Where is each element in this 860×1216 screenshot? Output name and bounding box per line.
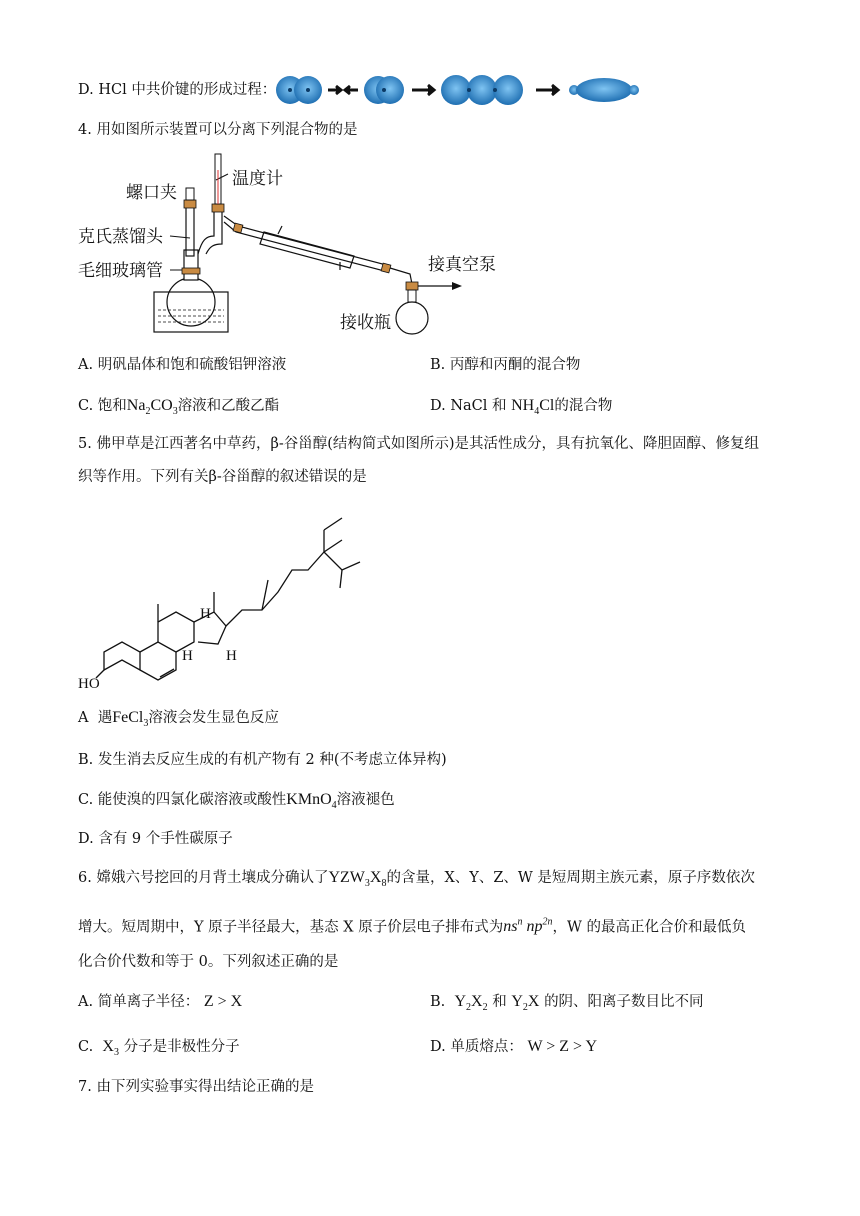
q6-option-c-suffix: 分子是非极性分子 — [123, 1039, 240, 1055]
q3-option-d-label: D. HCl 中共价键的形成过程： — [78, 82, 277, 98]
q6-b-s2: 2 — [482, 1002, 488, 1014]
label-capillary: 毛细玻璃管 — [78, 261, 163, 281]
q6-option-a-prefix: A. 简单离子半径： — [78, 994, 200, 1010]
ho-label: HO — [78, 676, 100, 692]
h-label-2: H — [182, 648, 193, 664]
q4-d-nh: NH — [511, 397, 535, 414]
q6-ns: ns — [503, 918, 518, 936]
condenser — [224, 216, 391, 273]
q4-d-cl: Cl — [539, 397, 555, 414]
q5-option-a-formula — [112, 709, 149, 730]
q5-option-d: D. 含有 9 个手性碳原子 — [78, 831, 233, 847]
q6-option-d-formula: W > Z > Y — [527, 1038, 598, 1055]
q6-line3: 化合价代数和等于 0。下列叙述正确的是 — [78, 954, 339, 970]
q6-sup2: 2n — [542, 917, 553, 928]
q4-option-d — [430, 396, 612, 422]
thermometer — [215, 154, 221, 204]
q5-option-c — [78, 790, 395, 816]
q6-option-c — [78, 1037, 240, 1063]
q4-option-c — [78, 396, 279, 422]
q4-stem: 4. 用如图所示装置可以分离下列混合物的是 — [78, 122, 358, 138]
q5-option-b: B. 发生消去反应生成的有机产物有 2 种(不考虑立体异构) — [78, 752, 447, 768]
q4-c-sub2: 3 — [172, 406, 178, 418]
q6-c-x: X — [102, 1038, 114, 1055]
q7-stem: 7. 由下列实验事实得出结论正确的是 — [78, 1079, 314, 1095]
q6-line1-suffix: 的含量，X、Y、Z、W 是短周期主族元素，原子序数依次 — [386, 870, 755, 886]
q5-a-sub: 3 — [143, 718, 149, 730]
q6-line2 — [78, 913, 746, 937]
q6-b-x1: X — [471, 993, 483, 1010]
q6-sup1: n — [517, 917, 523, 928]
q6-c-sub: 3 — [113, 1047, 119, 1059]
overlapping-orbitals — [441, 75, 523, 105]
vacuum-distillation-apparatus — [78, 150, 518, 340]
q6-option-a — [78, 992, 242, 1012]
q3-option-d — [78, 80, 276, 100]
q4-option-a: A. 明矾晶体和饱和硫酸铝钾溶液 — [78, 357, 287, 373]
q6-yzw: YZW — [328, 869, 365, 886]
label-vacuum-pump: 接真空泵 — [428, 255, 496, 275]
hcl-molecule-sigma-bond — [569, 78, 639, 102]
q6-sub1: 3 — [364, 878, 370, 890]
approaching-atoms — [364, 76, 404, 104]
q4-option-d-prefix: D. NaCl 和 — [430, 398, 507, 414]
q6-line1-formula — [328, 869, 387, 890]
q4-option-c-prefix: C. 饱和 — [78, 398, 127, 414]
beta-sitosterol-structure — [78, 500, 378, 695]
q4-option-c-suffix: 溶液和乙酸乙酯 — [177, 398, 280, 414]
q6-x: X — [369, 869, 382, 886]
q6-b-s1: 2 — [466, 1002, 472, 1014]
q4-option-b: B. 丙醇和丙酮的混合物 — [430, 357, 581, 373]
q6-b-y1: Y — [454, 993, 467, 1010]
q5-option-a-text1: 遇 — [97, 710, 113, 726]
q4-c-na: Na — [126, 397, 146, 414]
q5-option-a-text2: 溶液会发生显色反应 — [148, 710, 279, 726]
q6-option-a-formula: Z > X — [203, 993, 243, 1010]
q5-c-sub: 4 — [331, 800, 337, 812]
q4-option-d-formula — [511, 397, 555, 418]
label-claisen-head: 克氏蒸馏头 — [78, 227, 163, 247]
q5-a-fecl: FeCl — [112, 709, 144, 726]
h-label-3: H — [226, 648, 237, 664]
q6-option-c-prefix: C. — [78, 1039, 94, 1055]
q6-line2-suffix: ，W 的最高正化合价和最低负 — [552, 919, 746, 936]
q6-b-s3: 2 — [522, 1002, 528, 1014]
q6-b-y2: Y — [511, 993, 523, 1010]
q5-stem-line1: 5. 佛甲草是江西著名中草药，β-谷甾醇(结构简式如图所示)是其活性成分，具有抗氧化、降胆固醇、修复组 — [78, 436, 760, 452]
receiver-flask — [390, 268, 462, 334]
q5-option-c-suffix: 溶液褪色 — [336, 792, 395, 808]
label-receiver: 接收瓶 — [340, 313, 391, 333]
distillation-flask — [167, 250, 215, 326]
q6-line1 — [78, 868, 755, 894]
q6-option-d-prefix: D. 单质熔点： — [430, 1039, 523, 1055]
q6-line1-prefix: 6. 嫦娥六号挖回的月背土壤成分确认了 — [78, 870, 329, 886]
label-thermometer: 温度计 — [232, 169, 283, 189]
q6-b-mid: 和 — [492, 994, 507, 1010]
q6-b-x2: X — [527, 993, 540, 1010]
q6-np: np — [526, 918, 543, 936]
q5-option-c-formula — [286, 791, 337, 812]
q4-c-co: CO — [150, 397, 173, 414]
h-label-1: H — [200, 606, 211, 622]
label-screw-clamp: 螺口夹 — [126, 183, 177, 203]
h-cl-separate-atoms — [276, 76, 322, 104]
q6-option-c-formula — [102, 1038, 119, 1059]
q6-option-b-formula1 — [454, 993, 488, 1014]
hcl-bond-formation-diagram — [274, 72, 644, 108]
q5-option-a — [78, 708, 279, 734]
q6-option-d — [430, 1037, 597, 1057]
q6-sub2: 8 — [381, 878, 387, 890]
q4-option-c-formula — [126, 397, 178, 418]
q6-option-b — [430, 992, 704, 1018]
q5-option-c-prefix: C. 能使溴的四氯化碳溶液或酸性 — [78, 792, 287, 808]
q6-option-b-suffix: 的阴、阳离子数目比不同 — [544, 994, 704, 1010]
q5-c-kmno: KMnO — [286, 791, 332, 808]
q5-stem-line2: 织等作用。下列有关β-谷甾醇的叙述错误的是 — [78, 469, 367, 485]
q6-line2-prefix: 增大。短周期中，Y 原子半径最大，基态 X 原子价层电子排布式为 — [78, 919, 504, 936]
q6-config — [503, 918, 552, 935]
q6-option-b-prefix: B. — [430, 994, 446, 1010]
q5-option-a-prefix: A — [78, 710, 89, 726]
q4-option-d-suffix: 的混合物 — [554, 398, 613, 414]
q6-option-b-formula2 — [511, 993, 540, 1014]
q4-d-sub: 4 — [534, 406, 540, 418]
q4-c-sub1: 2 — [145, 406, 151, 418]
